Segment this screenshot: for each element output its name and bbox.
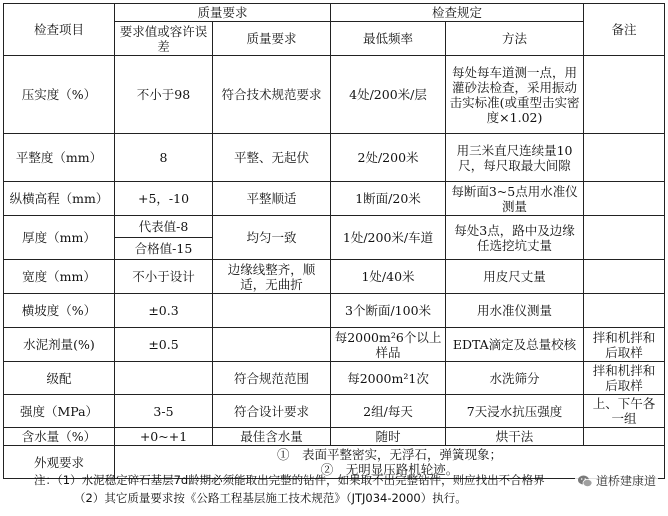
- row-frequency: 每2000m²6个以上样品: [331, 328, 446, 362]
- row-frequency: 每2000m²1次: [331, 362, 446, 395]
- header-inspection-group: 检查规定: [331, 4, 584, 22]
- watermark-text: 道桥建康道: [595, 474, 656, 488]
- watermark: [575, 472, 658, 489]
- row-frequency: 1处/200米/车道: [331, 216, 446, 260]
- row-tolerance: 8: [115, 134, 213, 182]
- row-remark: 拌和机拌和后取样: [584, 328, 665, 362]
- row-tolerance: +0~+1: [115, 428, 213, 446]
- row-tolerance: ±0.5: [115, 328, 213, 362]
- row-method: 7天浸水抗压强度: [446, 395, 584, 428]
- table-row: [4, 328, 665, 362]
- row-remark: 上、下午各一组: [584, 395, 665, 428]
- row-item: 水泥剂量(%): [4, 328, 115, 362]
- table-notes: [34, 471, 664, 507]
- row-remark: 拌和机拌和后取样: [584, 362, 665, 395]
- row-item: 强度（MPa）: [4, 395, 115, 428]
- row-frequency: 3个断面/100米: [331, 294, 446, 328]
- row-item: 宽度（mm）: [4, 260, 115, 294]
- row-item: 横坡度（%）: [4, 294, 115, 328]
- row-method: 水洗筛分: [446, 362, 584, 395]
- row-method: 用皮尺丈量: [446, 260, 584, 294]
- row-item: 纵横高程（mm）: [4, 182, 115, 216]
- row-tolerance-pass: 合格值-15: [115, 238, 213, 260]
- row-method: 烘干法: [446, 428, 584, 446]
- row-quality: 均匀一致: [213, 216, 331, 260]
- row-quality: 符合技术规范要求: [213, 56, 331, 134]
- table-row: [4, 260, 665, 294]
- row-quality: 符合规范范围: [213, 362, 331, 395]
- row-quality: 最佳含水量: [213, 428, 331, 446]
- header-item: 检查项目: [4, 4, 115, 56]
- quality-inspection-table: [3, 3, 665, 479]
- table-row: [4, 134, 665, 182]
- header-quality-group: 质量要求: [115, 4, 331, 22]
- row-quality: 符合设计要求: [213, 395, 331, 428]
- header-method: 方法: [446, 22, 584, 56]
- row-quality: 平整、无起伏: [213, 134, 331, 182]
- row-method: 用水准仪测量: [446, 294, 584, 328]
- row-tolerance: ±0.3: [115, 294, 213, 328]
- table-row: [4, 216, 665, 238]
- header-tolerance: 要求值或容许误差: [115, 22, 213, 56]
- wechat-icon: [577, 473, 593, 489]
- row-remark: [584, 260, 665, 294]
- row-tolerance: 3-5: [115, 395, 213, 428]
- row-remark: [584, 216, 665, 260]
- row-item: 级配: [4, 362, 115, 395]
- note-line: 注：（1）水泥稳定碎石基层7d龄期必须能取出完整的钻件，如果取不出完整钻件，则应找出不合格界: [34, 473, 545, 487]
- row-frequency: 随时: [331, 428, 446, 446]
- row-remark: [584, 182, 665, 216]
- table-row: [4, 395, 665, 428]
- row-quality: [213, 294, 331, 328]
- row-tolerance: 不小于设计: [115, 260, 213, 294]
- header-remark: 备注: [584, 4, 665, 56]
- row-remark: [584, 134, 665, 182]
- table-row: [4, 56, 665, 134]
- exterior-line: ① 表面平整密实，无浮石，弹簧现象；: [277, 447, 503, 462]
- row-remark: [584, 294, 665, 328]
- row-remark: [584, 428, 665, 446]
- row-method: EDTA滴定及总量校核: [446, 328, 584, 362]
- table-row: [4, 428, 665, 446]
- row-frequency: 4处/200米/层: [331, 56, 446, 134]
- row-quality: [213, 328, 331, 362]
- exterior-line: ② 无明显压路机轮迹。: [320, 462, 459, 477]
- row-item: 外观要求: [4, 446, 115, 479]
- header-quality-req: 质量要求: [213, 22, 331, 56]
- row-quality: 平整顺适: [213, 182, 331, 216]
- row-tolerance: +5，-10: [115, 182, 213, 216]
- row-item: 压实度（%）: [4, 56, 115, 134]
- row-frequency: 2处/200米: [331, 134, 446, 182]
- row-method: 每处3点，路中及边缘任选挖坑丈量: [446, 216, 584, 260]
- note-line: （2）其它质量要求按《公路工程基层施工技术规范》（JTJ034-2000）执行。: [74, 491, 467, 505]
- row-item: 厚度（mm）: [4, 216, 115, 260]
- row-frequency: 1处/40米: [331, 260, 446, 294]
- row-method: 用三米直尺连续量10尺，每尺取最大间隙: [446, 134, 584, 182]
- table-row: [4, 362, 665, 395]
- row-item: 平整度（mm）: [4, 134, 115, 182]
- row-frequency: 1断面/20米: [331, 182, 446, 216]
- row-tolerance: 不小于98: [115, 56, 213, 134]
- row-method: 每处每车道测一点，用灌砂法检查，采用振动击实标准(或重型击实密度×1.02): [446, 56, 584, 134]
- row-method: 每断面3~5点用水准仪测量: [446, 182, 584, 216]
- row-item: 含水量（%）: [4, 428, 115, 446]
- row-quality: 边缘线整齐，顺适，无曲折: [213, 260, 331, 294]
- header-min-freq: 最低频率: [331, 22, 446, 56]
- row-tolerance: [115, 362, 213, 395]
- table-row: [4, 182, 665, 216]
- row-frequency: 2组/每天: [331, 395, 446, 428]
- row-remark: [584, 56, 665, 134]
- table-row: [4, 294, 665, 328]
- row-tolerance-representative: 代表值-8: [115, 216, 213, 238]
